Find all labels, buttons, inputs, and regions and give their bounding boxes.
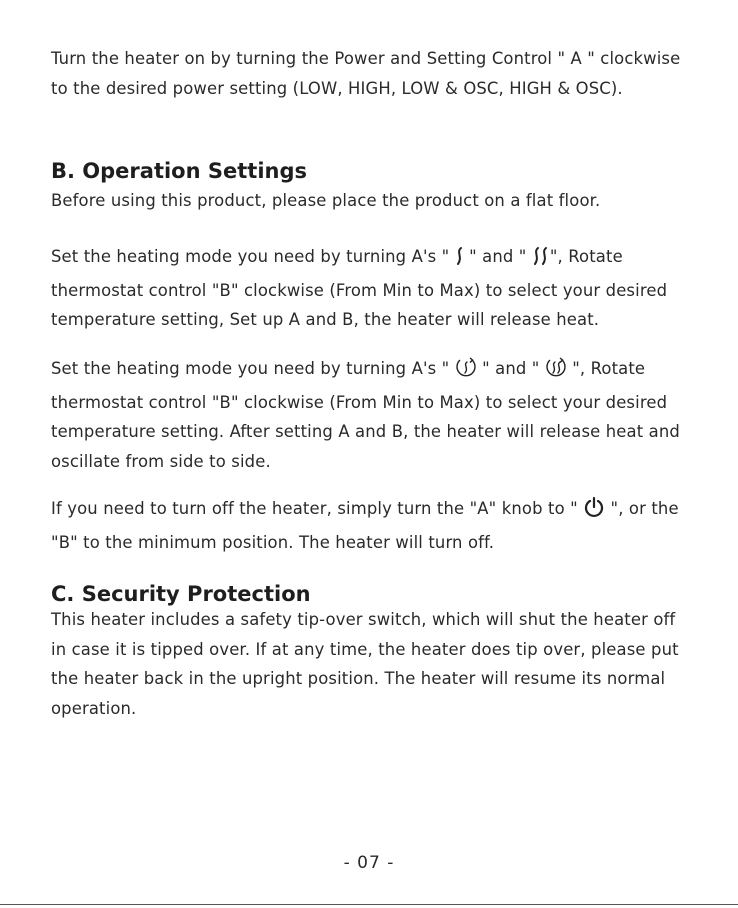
text: Set the heating mode you need by turning A's ": [51, 359, 455, 378]
double-wave-icon: [532, 246, 550, 276]
double-wave-oscillate-icon: [545, 356, 567, 388]
section-c-heading: C. Security Protection: [51, 582, 311, 606]
section-b-paragraph-4: [51, 494, 691, 557]
power-icon: [583, 496, 605, 528]
text: ", Rotate thermostat control "B" clockwise (From Min to Max) to select your desired temperature setting, Set up A and B, the heater will release heat.: [51, 247, 668, 329]
section-b-heading: B. Operation Settings: [51, 159, 307, 183]
section-c-paragraph: This heater includes a safety tip-over switch, which will shut the heater off in case it is tipped over. If at any time, the heater does tip over, please put the heater back in the upright position. The heater will resume its normal operation.: [51, 610, 679, 718]
text: Set the heating mode you need by turning A's ": [51, 247, 455, 266]
section-b-paragraph-3: [51, 354, 691, 476]
text: " and ": [463, 247, 532, 266]
text: ", or the "B" to the minimum position. The heater will turn off.: [51, 499, 679, 552]
page-number: - 07 -: [343, 853, 395, 873]
text: ", Rotate thermostat control "B" clockwise (From Min to Max) to select your desired temperature setting. After setting A and B, the heater will release heat and oscillate from side to side.: [51, 359, 680, 471]
single-wave-icon: [455, 246, 464, 276]
text: " and ": [476, 359, 545, 378]
text: If you need to turn off the heater, simply turn the "A" knob to ": [51, 499, 584, 518]
intro-paragraph: Turn the heater on by turning the Power and Setting Control " A " clockwise to the desired power setting (LOW, HIGH, LOW & OSC, HIGH & OSC).: [51, 49, 681, 98]
section-b-paragraph-2: [51, 242, 691, 335]
single-wave-oscillate-icon: [455, 356, 477, 388]
bottom-rule: [0, 904, 738, 905]
section-b-paragraph-1: Before using this product, please place the product on a flat floor.: [51, 191, 601, 210]
